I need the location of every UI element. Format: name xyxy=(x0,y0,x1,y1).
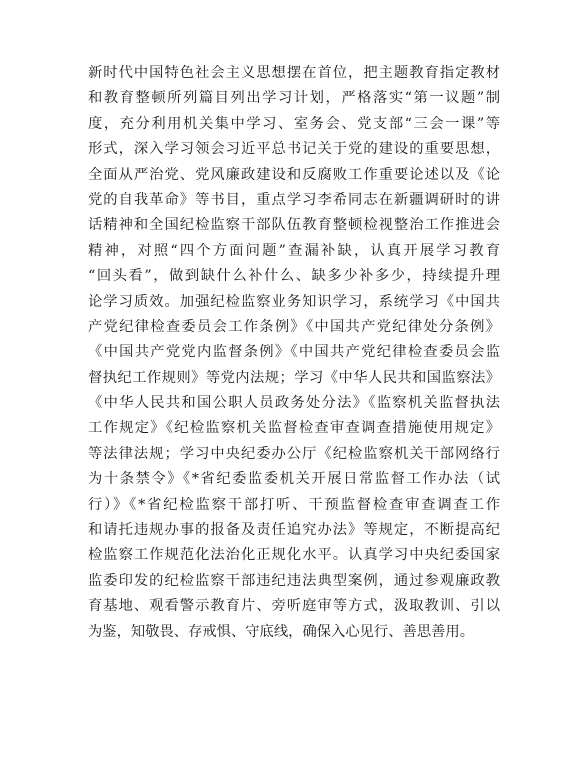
text-line: 督执纪工作规则》等党内法规；学习《中华人民共和国监察法》 xyxy=(88,369,500,386)
text-line: 《中华人民共和国公职人员政务处分法》《监察机关监督执法 xyxy=(88,395,500,412)
text-line: 行）》《*省纪检监察干部打听、干预监督检查审查调查工作 xyxy=(88,496,500,513)
text-line: 和请托违规办事的报备及责任追究办法》等规定，不断提高纪 xyxy=(88,522,500,539)
text-line: 等法律法规；学习中央纪委办公厅《纪检监察机关干部网络行 xyxy=(88,445,500,462)
text-line: “回头看”，做到缺什么补什么、缺多少补多少，持续提升理 xyxy=(88,268,500,285)
text-line: 论学习质效。加强纪检监察业务知识学习，系统学习《中国共 xyxy=(88,293,500,310)
text-line: 精神，对照“四个方面问题”查漏补缺，认真开展学习教育 xyxy=(88,242,500,259)
text-line: 育基地、观看警示教育片、旁听庭审等方式，汲取教训、引以 xyxy=(88,598,500,615)
text-line: 《中国共产党党内监督条例》《中国共产党纪律检查委员会监 xyxy=(88,344,500,361)
text-line: 党的自我革命》等书目，重点学习李希同志在新疆调研时的讲 xyxy=(88,191,500,208)
text-line: 产党纪律检查委员会工作条例》《中国共产党纪律处分条例》 xyxy=(88,318,500,335)
text-line: 检监察工作规范化法治化正规化水平。认真学习中央纪委国家 xyxy=(88,547,500,564)
text-line: 形式，深入学习领会习近平总书记关于党的建设的重要思想， xyxy=(88,141,500,158)
text-line: 度，充分利用机关集中学习、室务会、党支部“三会一课”等 xyxy=(88,115,500,132)
text-line: 话精神和全国纪检监察干部队伍教育整顿检视整治工作推进会 xyxy=(88,217,500,234)
body-paragraph xyxy=(88,61,500,645)
text-line: 为十条禁令》《*省纪委监委机关开展日常监督工作办法（试 xyxy=(88,471,500,488)
text-line: 为鉴，知敬畏、存戒惧、守底线，确保入心见行、善思善用。 xyxy=(88,623,475,640)
text-line: 工作规定》《纪检监察机关监督检查审查调查措施使用规定》 xyxy=(88,420,500,437)
text-line: 全面从严治党、党风廉政建设和反腐败工作重要论述以及《论 xyxy=(88,166,500,183)
text-line: 新时代中国特色社会主义思想摆在首位，把主题教育指定教材 xyxy=(88,65,500,81)
text-line: 监委印发的纪检监察干部违纪违法典型案例，通过参观廉政教 xyxy=(88,572,500,589)
text-line: 和教育整顿所列篇目列出学习计划，严格落实“第一议题”制 xyxy=(88,90,500,107)
